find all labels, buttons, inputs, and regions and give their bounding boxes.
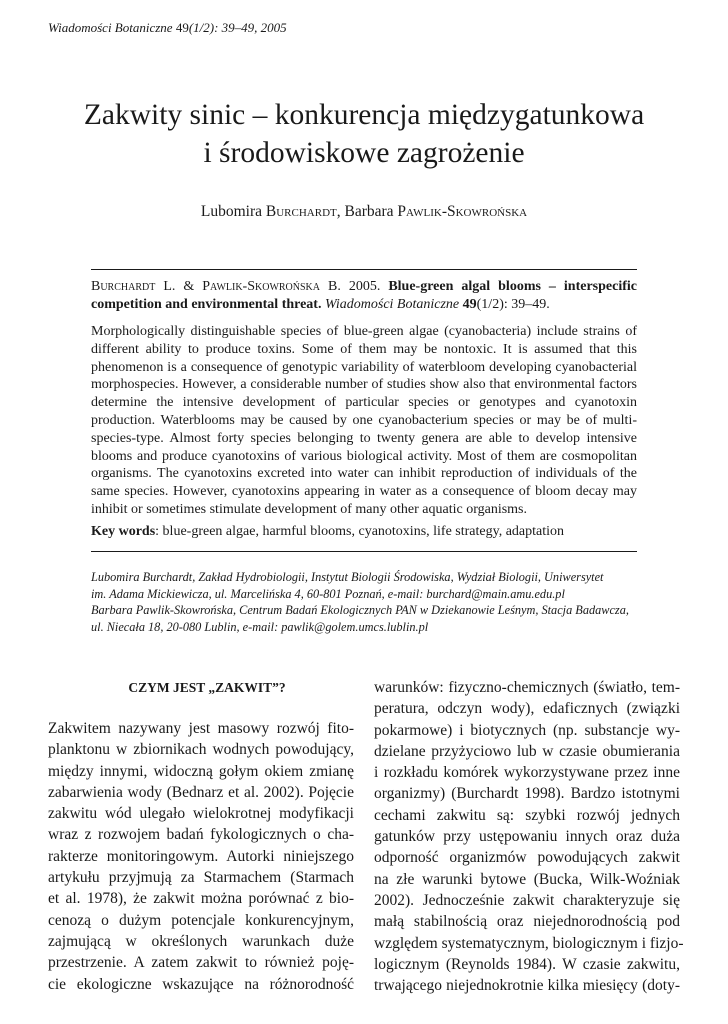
text-line: logicznym (Reynolds 1984). W czasie zakwitu,	[374, 955, 680, 973]
text-line: i rozkładu komórek wykorzystywane przez inne	[374, 764, 680, 782]
title-line-1: Zakwity sinic – konkurencja międzygatunkowa	[83, 99, 645, 131]
author-list	[0, 203, 728, 221]
citation-volume: 49	[462, 296, 477, 312]
top-divider	[91, 269, 637, 270]
journal-name: Wiadomości Botaniczne	[48, 20, 173, 35]
citation	[91, 278, 637, 314]
text-line: Zakwitem nazywany jest masowy rozwój fito-	[48, 720, 354, 737]
text-line: zajmującą w określonych warunkach duże	[48, 932, 354, 950]
author-1-last: Burchardt	[265, 203, 337, 220]
body-column-left	[48, 677, 354, 995]
journal-volume: 49	[175, 20, 189, 35]
text-line: dzielane przyżyciowo lub w czasie obumierania	[374, 742, 680, 760]
text-line: peratura, odczyn wody), edaficznych (związki	[374, 700, 680, 718]
citation-journal: Wiadomości Botaniczne	[324, 296, 460, 312]
author-separator: , Barbara	[336, 203, 398, 220]
keywords-text: : blue-green algae, harmful blooms, cyanotoxins, life strategy, adaptation	[155, 524, 565, 539]
author-2-last: Pawlik-Skowrońska	[397, 203, 528, 220]
text-line: artykułu przyjmują za Starmachem (Starmach	[48, 869, 354, 887]
text-line: zabarwienia wody (Bednarz et al. 2002). Pojęcie	[48, 783, 354, 801]
text-line: 2002). Jednocześnie zakwit charakteryzuje się	[374, 891, 680, 909]
affiliation-line: Barbara Pawlik-Skowrońska, Centrum Badań Ekologicznych PAN w Dziekanowie Leśnym, Stacja Badawcza,	[91, 603, 629, 617]
citation-authors: Burchardt L. & Pawlik-Skowrońska B. 2005.	[91, 279, 381, 294]
abstract: Morphologically distinguishable species of blue-green algae (cyanobacteria) include strains of different ability to produce toxins. Some of them may be nontoxic. It is assumed that this phenomenon is a consequence of genotypic variability of waterbloom developing cyanobacterial morphospecies. However, a considerable number of studies show also that environmental factors determine the intensive development of particular species or genotypes and cyanotoxin production. Waterblooms may be caused by one cyanobacterium species or may be of multi-species-type. Almost forty species belonging to twenty genera are able to develop intensive blooms and produce cyanotoxins of various biological activity. Most of them are cosmopolitan organisms. The cyanotoxins excreted into water can inhibit reproduction of individuals of the same species. However, cyanotoxins appearing in water as a consequence of bloom decay may inhibit or sometimes stimulate development of many other aquatic organisms.	[91, 324, 637, 517]
author-1-first: Lubomira	[200, 203, 266, 220]
text-line: między innymi, widoczną gołym okiem zmianę	[48, 762, 354, 780]
section-heading: CZYM JEST „ZAKWIT”?	[128, 680, 286, 695]
keywords-label: Key words	[91, 524, 156, 539]
affiliations	[91, 569, 637, 635]
text-line: rakterze monitoringowym. Autorki niniejszego	[48, 847, 354, 865]
body-column-right	[374, 677, 684, 996]
text-line: organizmy) (Burchardt 1998). Bardzo istotnymi	[374, 785, 680, 803]
text-line: gatunków przy ustępowaniu innych oraz duża	[374, 828, 680, 846]
citation-title: Blue-green algal blooms – interspecific competition and environmental threat.	[91, 279, 637, 312]
journal-issue-pages: (1/2): 39–49, 2005	[188, 20, 287, 35]
journal-header	[48, 20, 287, 36]
text-line: warunków: fizyczno-chemicznych (światło, tem-	[374, 679, 680, 696]
text-line: trwającego niejednokrotnie kilka miesięcy (doty-	[374, 977, 680, 995]
text-line: zakwitu wód ulegało wielokrotnej modyfikacji	[48, 805, 354, 823]
article-title	[0, 96, 728, 172]
text-line: wraz z rozwojem badań fykologicznych o cha-	[48, 826, 354, 844]
text-line: cechami zakwitu są: szybki rozwój jednych	[374, 806, 680, 824]
text-line: cenozą o dużym potencjale konkurencyjnym,	[48, 911, 354, 929]
text-line: małą stabilnością oraz niejednorodnością pod	[374, 913, 680, 931]
affiliation-line: im. Adama Mickiewicza, ul. Marcelińska 4, 60-801 Poznań, e-mail: burchard@main.amu.edu.pl	[91, 586, 565, 601]
text-line: cie ekologiczne wskazujące na różnorodność	[48, 975, 354, 993]
text-line: względem systematycznym, biologicznym i fizjo-	[374, 934, 684, 952]
text-line: planktonu w zbiornikach wodnych powodujący,	[48, 741, 354, 759]
citation-pages: (1/2): 39–49.	[476, 296, 550, 312]
text-line: odporność organizmów powodujących zakwit	[374, 849, 680, 867]
keywords	[91, 523, 637, 541]
affiliation-line: ul. Niecała 18, 20-080 Lublin, e-mail: pawlik@golem.umcs.lublin.pl	[91, 619, 429, 634]
text-line: przestrzenie. A zatem zakwit to również poję-	[48, 954, 354, 972]
text-line: pokarmowe) i biotycznych (np. substancje wy-	[374, 721, 680, 739]
affiliation-line: Lubomira Burchardt, Zakład Hydrobiologii, Instytut Biologii Środowiska, Wydział Biologii, Uniwersytet	[91, 570, 604, 584]
title-line-2: i środowiskowe zagrożenie	[203, 137, 525, 169]
text-line: na złe warunki bytowe (Bucka, Wilk-Woźniak	[374, 870, 680, 888]
text-line: et al. 1978), że zakwit można porównać z bio-	[48, 890, 354, 908]
bottom-divider	[91, 551, 637, 552]
